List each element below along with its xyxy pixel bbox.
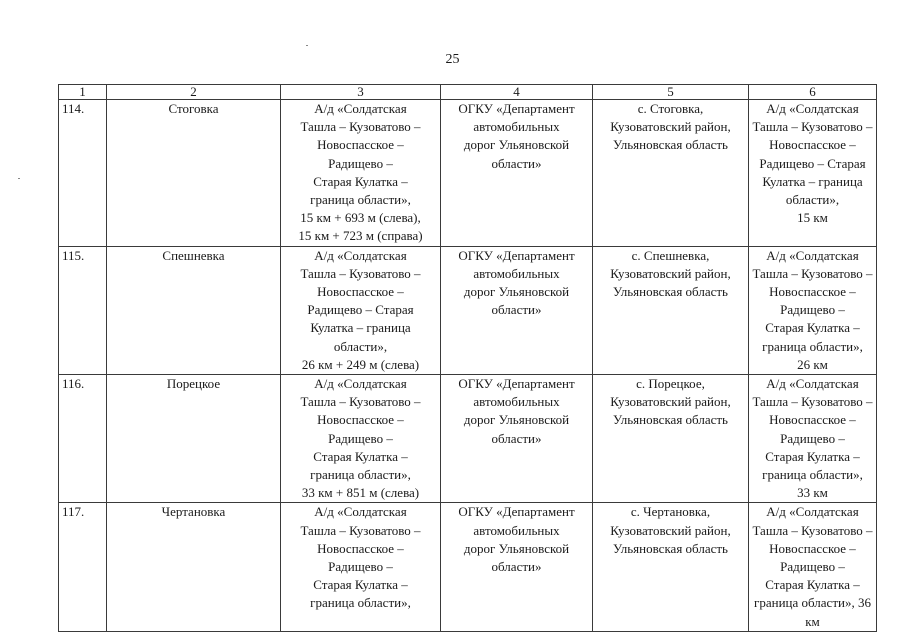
road-owner: ОГКУ «Департамент автомобильных дорог Ульяновской области» — [441, 100, 593, 247]
route-description: А/д «Солдатская Ташла – Кузоватово – Новоспасское – Радищево – Старая Кулатка – граница области», 15 км — [749, 100, 877, 247]
road-owner: ОГКУ «Департамент автомобильных дорог Ульяновской области» — [441, 375, 593, 503]
stop-name: Спешневка — [107, 246, 281, 374]
row-number: 114. — [59, 100, 107, 247]
stop-name: Чертановка — [107, 503, 281, 631]
route-description: А/д «Солдатская Ташла – Кузоватово – Новоспасское – Радищево – Старая Кулатка – граница области», 33 км — [749, 375, 877, 503]
row-number: 116. — [59, 375, 107, 503]
table-row — [59, 246, 877, 374]
column-header-6: 6 — [749, 85, 877, 100]
road-location: А/д «Солдатская Ташла – Кузоватово – Новоспасское – Радищево – Старая Кулатка – граница области», 26 км + 249 м (слева) — [281, 246, 441, 374]
settlement-location: с. Стоговка, Кузоватовский район, Ульяновская область — [593, 100, 749, 247]
bus-stops-table — [58, 84, 877, 632]
stop-name: Порецкое — [107, 375, 281, 503]
column-header-3: 3 — [281, 85, 441, 100]
settlement-location: с. Порецкое, Кузоватовский район, Ульяновская область — [593, 375, 749, 503]
column-header-1: 1 — [59, 85, 107, 100]
scan-speck — [306, 45, 308, 46]
row-number: 117. — [59, 503, 107, 631]
row-number: 115. — [59, 246, 107, 374]
table-row — [59, 503, 877, 631]
column-header-2: 2 — [107, 85, 281, 100]
road-location: А/д «Солдатская Ташла – Кузоватово – Новоспасское – Радищево – Старая Кулатка – граница области», 33 км + 851 м (слева) — [281, 375, 441, 503]
settlement-location: с. Чертановка, Кузоватовский район, Ульяновская область — [593, 503, 749, 631]
column-header-5: 5 — [593, 85, 749, 100]
table-row — [59, 375, 877, 503]
road-owner: ОГКУ «Департамент автомобильных дорог Ульяновской области» — [441, 246, 593, 374]
road-location: А/д «Солдатская Ташла – Кузоватово – Новоспасское – Радищево – Старая Кулатка – граница области», 15 км + 693 м (слева), 15 км + 723 м (справа) — [281, 100, 441, 247]
road-owner: ОГКУ «Департамент автомобильных дорог Ульяновской области» — [441, 503, 593, 631]
road-location: А/д «Солдатская Ташла – Кузоватово – Новоспасское – Радищево – Старая Кулатка – граница области», — [281, 503, 441, 631]
page-number: 25 — [445, 52, 460, 67]
table-header-row — [59, 85, 877, 100]
column-header-4: 4 — [441, 85, 593, 100]
route-description: А/д «Солдатская Ташла – Кузоватово – Новоспасское – Радищево – Старая Кулатка – граница области», 36 км — [749, 503, 877, 631]
table-row — [59, 100, 877, 247]
settlement-location: с. Спешневка, Кузоватовский район, Ульяновская область — [593, 246, 749, 374]
route-description: А/д «Солдатская Ташла – Кузоватово – Новоспасское – Радищево – Старая Кулатка – граница области», 26 км — [749, 246, 877, 374]
stop-name: Стоговка — [107, 100, 281, 247]
scan-speck — [18, 178, 20, 179]
